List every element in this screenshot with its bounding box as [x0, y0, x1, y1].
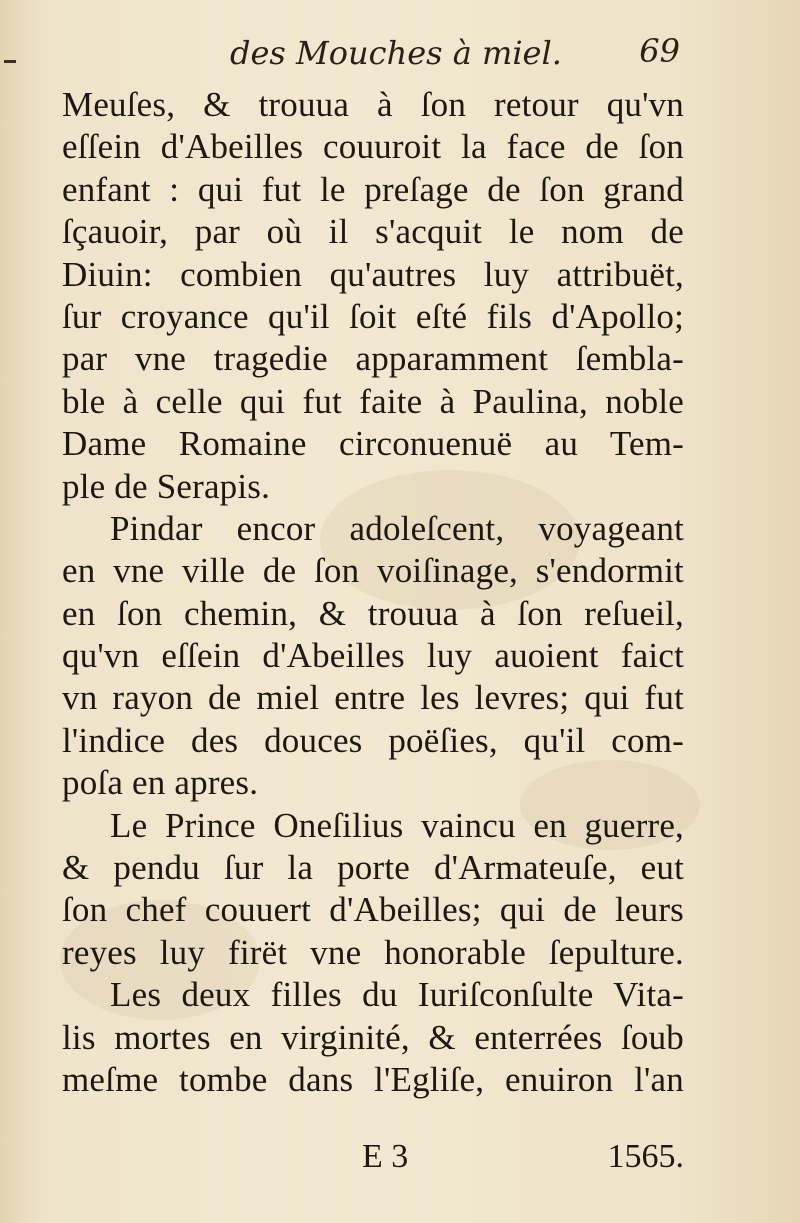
text-line: & pendu ſur la porte d'Armateuſe, eut [62, 848, 684, 888]
text-line: en vne ville de ſon voiſinage, s'endormit [62, 551, 684, 591]
text-line: eſſein d'Abeilles couuroit la face de ſon [62, 127, 684, 167]
text-line: l'indice des douces poëſies, qu'il com- [62, 720, 684, 760]
text-line: ble à celle qui fut faite à Paulina, noble [62, 381, 684, 421]
text-line: par vne tragedie apparamment ſembla- [62, 339, 684, 379]
running-title: des Mouches à miel. [230, 34, 562, 72]
page-number: 69 [639, 32, 680, 70]
text-line: en ſon chemin, & trouua à ſon reſueil, [62, 593, 684, 633]
text-line: qu'vn eſſein d'Abeilles luy auoient faict [62, 636, 684, 676]
text-line: enfant : qui fut le preſage de ſon grand [62, 169, 684, 209]
paragraph-start-line: Le Prince Oneſilius vaincu en guerre, [110, 805, 684, 845]
text-line: meſme tombe dans l'Egliſe, enuiron l'an [62, 1059, 684, 1099]
paragraph-start-line: Pindar encor adoleſcent, voyageant [110, 508, 684, 548]
paragraph-start-line: Les deux filles du Iuriſconſulte Vita- [110, 975, 684, 1015]
text-line: lis mortes en virginité, & enterrées ſoub [62, 1017, 684, 1057]
catchword: 1565. [607, 1138, 684, 1175]
text-line: vn rayon de miel entre les levres; qui fut [62, 678, 684, 718]
text-line: ſçauoir, par où il s'acquit le nom de [62, 212, 684, 252]
page-footer [62, 1138, 684, 1184]
text-line: reyes luy firët vne honorable ſepulture. [62, 932, 684, 972]
text-line: ſon chef couuert d'Abeilles; qui de leurs [62, 890, 684, 930]
text-line: Diuin: combien qu'autres luy attribuët, [62, 254, 684, 294]
margin-mark [4, 60, 16, 63]
page-header [60, 30, 680, 80]
body-text [62, 84, 684, 1101]
text-line: ſur croyance qu'il ſoit eſté fils d'Apollo; [62, 296, 684, 336]
text-line: Dame Romaine circonuenuë au Tem- [62, 424, 684, 464]
signature-mark: E 3 [362, 1138, 409, 1175]
text-line: poſa en apres. [62, 763, 259, 803]
text-line: ple de Serapis. [62, 466, 271, 506]
text-line: Meuſes, & trouua à ſon retour qu'vn [62, 85, 684, 124]
